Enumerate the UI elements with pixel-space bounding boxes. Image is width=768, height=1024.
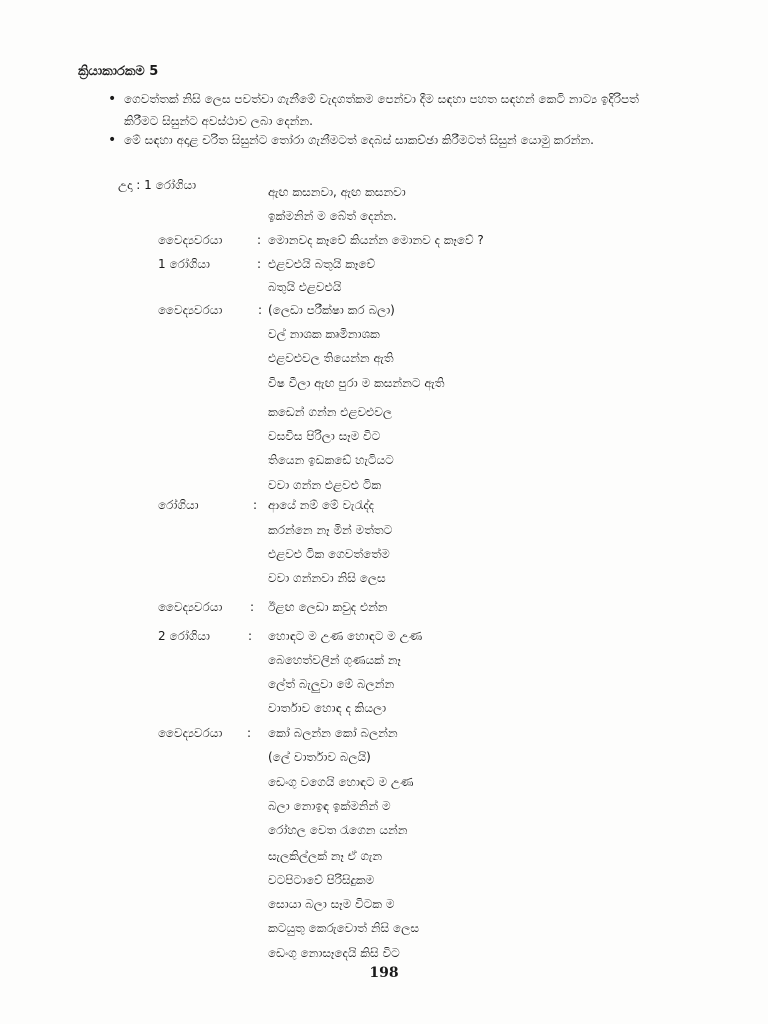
speaker-colon: :	[253, 498, 258, 512]
activity-title: ක්‍රියාකාරකම 5	[78, 64, 159, 79]
dialogue-line: ඇඟ කසනවා, ඇඟ කසනවා	[268, 185, 406, 199]
dialogue-line: හොඳට ම උණ හොඳට ම උණ	[268, 629, 423, 643]
dialogue-line: ඊළඟ ලෙඩා කවුද එන්න	[268, 600, 388, 614]
dialogue-line: විෂ වීලා ඇඟ පුරා ම කසන්නට ඇති	[268, 376, 445, 390]
instruction-text: මේ සඳහා අදාළ චරිත සිසුන්ට තෝරා ගැනීමටත් දෙබස් සාකච්ඡා කිරීමටත් සිසුන් යොමු කරන්න.	[124, 133, 594, 147]
dialogue-line: කඩෙන් ගන්න එළවළුවල	[268, 405, 393, 419]
dialogue-line: කෝ බලන්න කෝ බලන්න	[268, 726, 398, 740]
speaker-label: වෛද්‍යවරයා	[158, 233, 223, 247]
speaker-colon: :	[248, 629, 253, 643]
dialogue-line: සැලකිල්ලක් නෑ ඒ ගැන	[268, 849, 383, 863]
dialogue-line: ඩෙංගු නොසෑදෙයි කිසි විට	[268, 946, 400, 960]
dialogue-line: මොනවද කෑවේ කියන්න මොනව ද කෑවේ ?	[268, 233, 484, 247]
dialogue-line: එළවළුයි බතුයි කෑවේ	[268, 257, 376, 271]
dialogue-line: ඩෙංගු වගෙයි හොඳට ම උණ	[268, 775, 414, 789]
dialogue-line: වවා ගන්න එළවළු ටික	[268, 478, 382, 492]
dialogue-line: වාර්තාව හොඳ ද කියලා	[268, 701, 387, 715]
dialogue-line: බලා නොඉඳ ඉක්මනින් ම	[268, 799, 391, 813]
speaker-label: 1 රෝගියා	[158, 257, 210, 271]
dialogue-line: (ලේ වාර්තාව බලයි)	[268, 750, 371, 764]
dialogue-line: (ලෙඩා පරීක්ෂා කර බලා)	[268, 303, 395, 317]
speaker-colon: :	[257, 257, 262, 271]
dialogue-line: ලේත් බැලුවා මේ බලන්න	[268, 677, 395, 691]
speaker-label: වෛද්‍යවරයා	[158, 726, 223, 740]
dialogue-line: වටපිටාවේ පිරිසිදුකම	[268, 873, 375, 887]
dialogue-line: තියෙන ඉඩකඩේ හැටියට	[268, 453, 394, 467]
dialogue-line: බෙහෙත්වලින් ගුණයක් නෑ	[268, 653, 401, 667]
page-number: 198	[369, 965, 399, 981]
bullet-icon: •	[108, 91, 117, 107]
speaker-colon: :	[250, 600, 255, 614]
dialogue-line: ඉක්මනින් ම බේත් දෙන්න.	[268, 209, 397, 223]
dialogue-line: බතුයි එළවළුයි	[268, 280, 342, 294]
speaker-label: වෛද්‍යවරයා	[158, 600, 223, 614]
speaker-colon: :	[257, 233, 262, 247]
dialogue-line: සොයා බලා සෑම විටක ම	[268, 897, 395, 911]
example-label: උදා : 1 රෝගියා	[118, 178, 197, 192]
speaker-label: වෛද්‍යවරයා	[158, 303, 223, 317]
dialogue-line: ආයේ නම් මේ වැරැද්ද	[268, 498, 374, 512]
dialogue-line: වසවිස පිරිලා සෑම විට	[268, 429, 381, 443]
dialogue-line: වවා ගන්නවා නිසි ලෙස	[268, 571, 386, 585]
speaker-colon: :	[247, 726, 252, 740]
dialogue-line: එළවළුවල තියෙන්න ඇති	[268, 351, 394, 365]
speaker-label: 2 රෝගියා	[158, 629, 210, 643]
dialogue-line: වල් නාශක කෘමිනාශක	[268, 327, 380, 341]
instruction-text: ගෙවත්තක් නිසි ලෙස පවත්වා ගැනීමේ වැදගත්කම පෙන්වා දීම සඳහා පහත සඳහන් කෙටි නාට්‍ය ඉදිරිපත් කිරීමට සිසුන්ට අවස්ථාව ලබා දෙන්න.	[124, 92, 639, 128]
dialogue-line: එළවළු ටික ගෙවත්තේම	[268, 547, 390, 561]
dialogue-line: රෝහල වෙත රැගෙන යන්න	[268, 823, 408, 837]
speaker-colon: :	[258, 303, 263, 317]
dialogue-line: කටයුතු කෙරුවොත් නිසි ලෙස	[268, 921, 419, 935]
bullet-icon: •	[108, 132, 117, 148]
dialogue-line: කරන්නෙ නෑ මින් මත්තට	[268, 523, 393, 537]
speaker-label: රෝගියා	[158, 498, 199, 512]
